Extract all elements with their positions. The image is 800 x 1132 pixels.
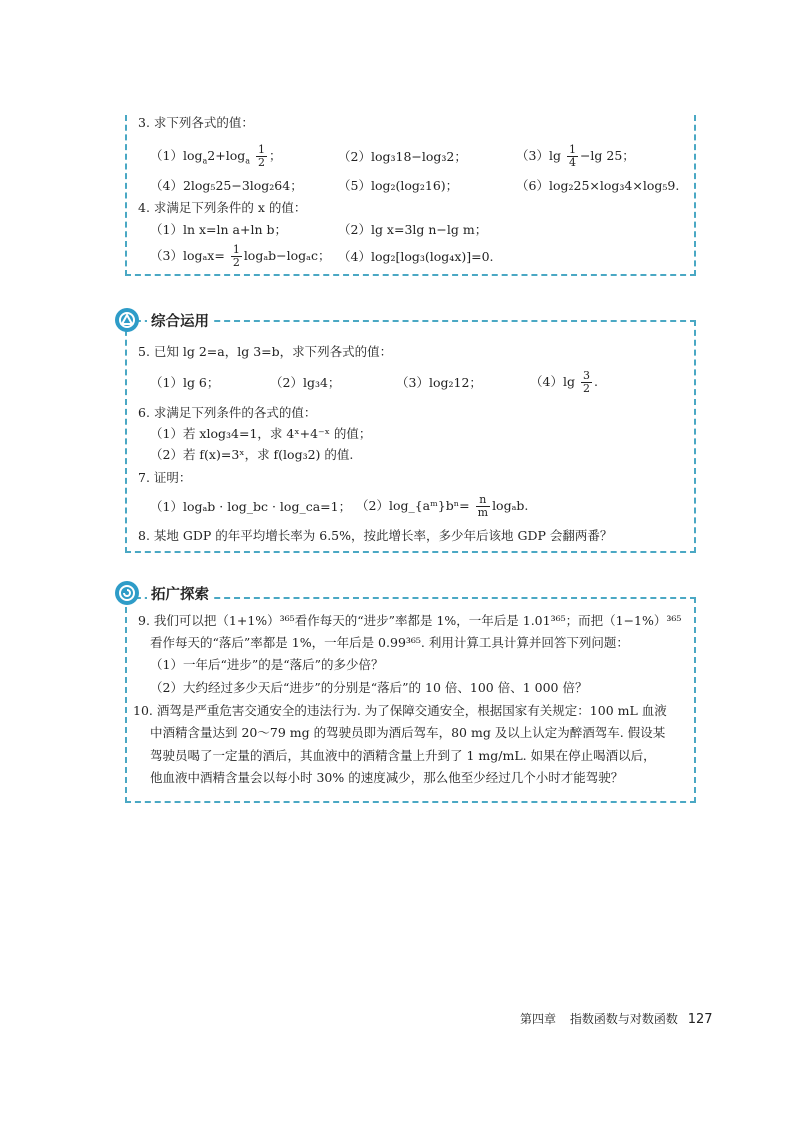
- q3-item-6: （6）log₂25×log₃4×log₅9.: [516, 178, 680, 193]
- q4-stem: 4. 求满足下列条件的 x 的值：: [138, 200, 307, 215]
- footer-chapter-title: 指数函数与对数函数: [569, 1012, 678, 1026]
- page-footer: [520, 1010, 713, 1027]
- q9-item-2: （2）大约经过多少天后“进步”的分别是“落后”的 10 倍、100 倍、1 000 倍？: [150, 680, 588, 695]
- q6-item-1: （1）若 xlog₃4=1，求 4ˣ+4⁻ˣ 的值；: [150, 426, 372, 441]
- q5-item-4: （4）lg $\frac{3}{2}$ .: [530, 369, 598, 395]
- q3-stem: 3. 求下列各式的值：: [138, 115, 254, 130]
- section-header-comprehensive: [115, 305, 213, 335]
- q5-item-1: （1）lg 6；: [150, 375, 220, 390]
- q4-item-3: （3）logₐx= $\frac{1}{2}$ logₐb−logₐc；: [150, 243, 331, 269]
- q3-item-4: （4）2log₅25−3log₂64；: [150, 178, 303, 193]
- q9-item-1: （1）一年后“进步”的是“落后”的多少倍？: [150, 657, 384, 672]
- q6-item-2: （2）若 f(x)=3ˣ，求 f(log₃2) 的值.: [150, 447, 354, 462]
- q7-stem: 7. 证明：: [138, 470, 192, 485]
- q9-line-2: 看作每天的“落后”率都是 1%，一年后是 0.99³⁶⁵. 利用计算工具计算并回答下列问题：: [150, 635, 629, 650]
- q3-item-5: （5）log₂(log₂16)；: [338, 178, 459, 193]
- q10-line-3: 驾驶员喝了一定量的酒后，其血液中的酒精含量上升到了 1 mg/mL. 如果在停止喝酒以后，: [150, 748, 656, 763]
- q9-line-1: 9. 我们可以把（1+1%）³⁶⁵看作每天的“进步”率都是 1%，一年后是 1.01³⁶⁵；而把（1−1%）³⁶⁵: [138, 613, 682, 628]
- q4-item-2: （2）lg x=3lg n−lg m；: [338, 222, 488, 237]
- spiral-icon: [115, 581, 139, 605]
- q5-item-2: （2）lg₃4；: [270, 375, 341, 390]
- q10-line-4: 他血液中酒精含量会以每小时 30% 的速度减少，那么他至少经过几个小时才能驾驶？: [150, 770, 624, 785]
- q3-item-2: （2）log₃18−log₃2；: [338, 149, 467, 164]
- q4-item-1: （1）ln x=ln a+ln b；: [150, 222, 287, 237]
- q4-item-4: （4）log₂[log₃(log₄x)]=0.: [338, 249, 494, 264]
- q5-item-3: （3）log₂12；: [396, 375, 482, 390]
- footer-chapter: 第四章: [520, 1012, 557, 1026]
- section-title-extension: 拓广探索: [147, 583, 213, 604]
- section-title-comprehensive: 综合运用: [147, 310, 213, 331]
- triangle-knot-icon: [115, 308, 139, 332]
- q6-stem: 6. 求满足下列条件的各式的值：: [138, 405, 317, 420]
- q8-stem: 8. 某地 GDP 的年平均增长率为 6.5%，按此增长率，多少年后该地 GDP 会翻两番？: [138, 528, 613, 543]
- q7-item-1: （1）logₐb · log_bc · log_ca=1；: [150, 499, 352, 514]
- section-header-extension: [115, 578, 213, 608]
- page-number: 127: [687, 1012, 713, 1027]
- q7-item-2: （2）log_{aᵐ}bⁿ= $\frac{n}{m}$ logₐb.: [356, 493, 529, 519]
- q3-item-1: $(1)\log_a2+\log_a$ $\frac{1}{2}$ ；: [150, 143, 282, 169]
- q10-line-2: 中酒精含量达到 20～79 mg 的驾驶员即为酒后驾车，80 mg 及以上认定为醉酒驾车. 假设某: [150, 725, 666, 740]
- q3-item-3: （3）lg $\frac{1}{4}$ −lg 25；: [516, 143, 635, 169]
- q5-stem: 5. 已知 lg 2=a，lg 3=b，求下列各式的值：: [138, 344, 393, 359]
- q10-line-1: 10. 酒驾是严重危害交通安全的违法行为. 为了保障交通安全，根据国家有关规定：100 mL 血液: [133, 703, 667, 718]
